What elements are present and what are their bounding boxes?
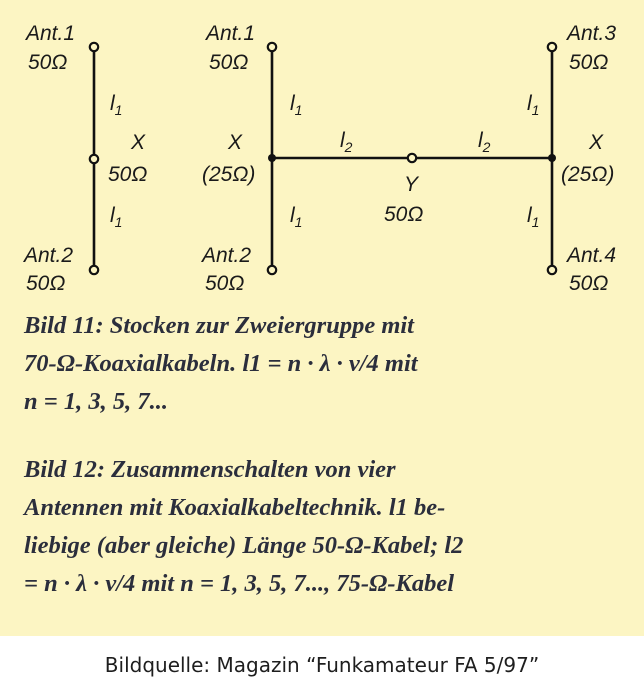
fig11-ant2-terminal [90, 266, 98, 274]
fig12-ant3-terminal [548, 43, 556, 51]
caption-bild-12-line: Antennen mit Koaxialkabeltechnik. l1 be- [24, 494, 446, 521]
caption-bild-11-line: n = 1, 3, 5, 7... [24, 388, 168, 415]
fig12-node-x-right-name: X [589, 131, 604, 154]
fig12-node-x-left-impedance: (25Ω) [202, 163, 256, 186]
fig12-length-mid-left: $l_2$ [340, 129, 353, 155]
fig12-ant4-terminal [548, 266, 556, 274]
fig12-ant3-impedance: 50Ω [569, 51, 609, 74]
fig12-ant2-name: Ant.2 [202, 244, 252, 267]
fig12-node-x-right-junction [548, 154, 556, 162]
fig12-ant4-name: Ant.4 [567, 244, 617, 267]
fig12-ant1-name: Ant.1 [206, 22, 256, 45]
fig12-length-left-bottom: $l_1$ [290, 204, 303, 230]
fig11-ant1-impedance: 50Ω [28, 51, 68, 74]
fig12-diagram [200, 22, 616, 295]
caption-bild-11 [24, 307, 624, 421]
fig12-ant1-impedance: 50Ω [209, 51, 249, 74]
fig11-ant2-impedance: 50Ω [26, 272, 66, 295]
fig11-length-bottom: $l_1$ [110, 204, 123, 230]
fig11-diagram [22, 22, 147, 295]
fig12-ant4-impedance: 50Ω [569, 272, 609, 295]
fig12-length-left-top: $l_1$ [290, 92, 303, 118]
fig12-node-x-left-name: X [228, 131, 243, 154]
fig11-ant1-terminal [90, 43, 98, 51]
fig12-ant3-name: Ant.3 [567, 22, 617, 45]
fig11-node-x-name: X [131, 131, 146, 154]
fig12-node-y-terminal [408, 154, 416, 162]
fig12-length-mid-right: $l_2$ [478, 129, 491, 155]
fig11-ant1-name: Ant.1 [26, 22, 76, 45]
fig12-ant2-impedance: 50Ω [205, 272, 245, 295]
caption-bild-11-line: Bild 11: Stocken zur Zweiergruppe mit [24, 312, 414, 339]
fig11-node-x-impedance: 50Ω [108, 163, 148, 186]
fig11-length-top: $l_1$ [110, 92, 123, 118]
fig12-node-x-right-impedance: (25Ω) [561, 163, 615, 186]
fig11-node-x-terminal [90, 155, 98, 163]
caption-bild-12-line: = n · λ · v/4 mit n = 1, 3, 5, 7..., 75-Ω-Kabel [24, 570, 455, 597]
antenna-diagram [0, 0, 644, 300]
fig12-ant1-terminal [268, 43, 276, 51]
fig11-ant2-name: Ant.2 [24, 244, 74, 267]
fig12-length-right-top: $l_1$ [527, 92, 540, 118]
caption-bild-11-line: 70-Ω-Koaxialkabeln. l1 = n · λ · v/4 mit [24, 350, 418, 377]
caption-bild-12-line: Bild 12: Zusammenschalten von vier [24, 456, 396, 483]
fig12-node-x-left-junction [268, 154, 276, 162]
fig12-node-y-name: Y [404, 173, 419, 196]
fig12-ant2-terminal [268, 266, 276, 274]
fig12-node-y-impedance: 50Ω [384, 203, 424, 226]
image-source-credit: Bildquelle: Magazin “Funkamateur FA 5/97” [104, 653, 540, 677]
fig12-length-right-bottom: $l_1$ [527, 204, 540, 230]
caption-bild-12 [24, 451, 624, 603]
caption-bild-12-line: liebige (aber gleiche) Länge 50-Ω-Kabel; l2 [24, 532, 464, 559]
